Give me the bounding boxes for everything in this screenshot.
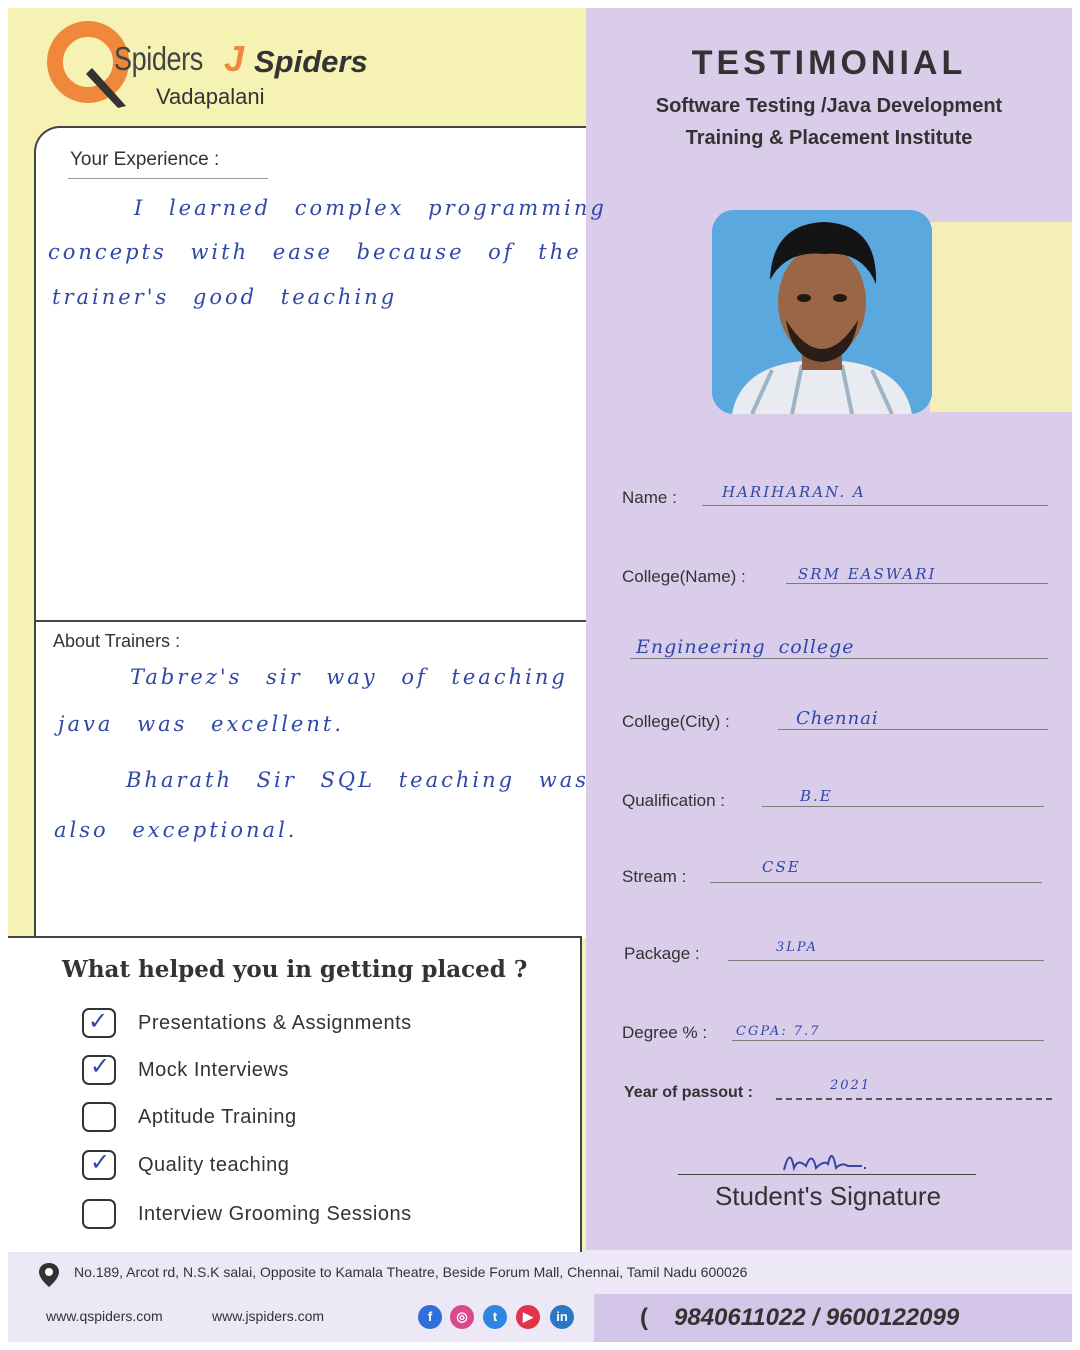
footer-address: No.189, Arcot rd, N.S.K salai, Opposite to Kamala Theatre, Beside Forum Mall, Chennai, Tamil Nadu 600026 (74, 1264, 748, 1280)
student-photo (712, 210, 932, 414)
qualification-line (762, 806, 1044, 807)
college-name-line (786, 583, 1048, 584)
degree-line (732, 1040, 1044, 1041)
name-label: Name : (622, 488, 677, 507)
name-value: HARIHARAN. A (722, 483, 866, 501)
photo-band (930, 222, 1072, 412)
facebook-icon[interactable]: f (418, 1305, 442, 1329)
option-label: Interview Grooming Sessions (138, 1203, 412, 1225)
subtitle-line-2: Training & Placement Institute (685, 127, 973, 149)
college-name-line-2 (630, 658, 1048, 659)
trainers-label: About Trainers : (53, 631, 181, 651)
college-city-line (778, 729, 1048, 730)
page-title: TESTIMONIAL (691, 44, 967, 82)
experience-line-3: trainer's good teaching (52, 285, 398, 309)
experience-line-2: concepts with ease because of the (48, 240, 582, 264)
qualification-value: B.E (800, 787, 833, 805)
brand-j-text: Spiders (254, 44, 368, 79)
experience-label-underline (68, 178, 268, 179)
checkbox[interactable] (82, 1102, 116, 1132)
year-label: Year of passout : (624, 1084, 753, 1101)
linkedin-icon[interactable]: in (550, 1305, 574, 1329)
location-name: Vadapalani (156, 84, 265, 109)
package-label: Package : (624, 944, 700, 963)
college-name-value: SRM EASWARI (798, 565, 937, 583)
website-qspiders-link[interactable]: www.qspiders.com (46, 1308, 163, 1324)
trainers-line-2: java was excellent. (58, 712, 344, 736)
phone-icon: ( (640, 1304, 648, 1331)
stream-label: Stream : (622, 867, 687, 886)
college-city-label: College(City) : (622, 712, 730, 731)
trainers-line-4: also exceptional. (54, 818, 298, 842)
year-value: 2021 (830, 1078, 872, 1093)
name-line (702, 505, 1048, 506)
degree-label: Degree % : (622, 1023, 708, 1042)
checkmark-icon: ✓ (90, 1149, 111, 1176)
brand-j-letter: J (224, 38, 245, 79)
degree-value: CGPA: 7.7 (736, 1024, 821, 1039)
right-panel-background (586, 8, 1072, 1250)
placement-help-title: What helped you in getting placed ? (62, 956, 528, 983)
qualification-label: Qualification : (622, 791, 725, 810)
checkbox[interactable] (82, 1199, 116, 1229)
youtube-icon[interactable]: ▶ (516, 1305, 540, 1329)
stream-value: CSE (762, 858, 801, 876)
student-signature-mark (776, 1140, 876, 1176)
option-label: Aptitude Training (138, 1106, 297, 1128)
college-city-value: Chennai (796, 708, 879, 729)
website-jspiders-link[interactable]: www.jspiders.com (212, 1308, 325, 1324)
signature-line (678, 1174, 976, 1175)
option-aptitude-training[interactable] (82, 1102, 532, 1136)
experience-line-1: I learned complex programming (134, 196, 607, 220)
phone-numbers[interactable]: 9840611022 / 9600122099 (674, 1304, 960, 1331)
college-name-label: College(Name) : (622, 567, 746, 586)
option-interview-grooming[interactable] (82, 1199, 532, 1233)
experience-label: Your Experience : (70, 149, 220, 170)
location-pin-icon (38, 1262, 60, 1293)
brand-q-text: Spiders (114, 40, 203, 77)
option-label: Mock Interviews (138, 1059, 289, 1081)
option-presentations[interactable] (82, 1008, 532, 1042)
college-name-value-2: Engineering college (636, 636, 855, 658)
trainers-line-1: Tabrez's sir way of teaching (130, 665, 568, 689)
package-value: 3LPA (776, 940, 818, 955)
stream-line (710, 882, 1042, 883)
trainers-line-3: Bharath Sir SQL teaching was (126, 768, 590, 792)
instagram-icon[interactable]: ◎ (450, 1305, 474, 1329)
option-label: Quality teaching (138, 1154, 290, 1176)
option-quality-teaching[interactable] (82, 1150, 532, 1184)
subtitle-line-1: Software Testing /Java Development (655, 95, 1003, 117)
option-label: Presentations & Assignments (138, 1012, 412, 1034)
checkmark-icon: ✓ (90, 1053, 111, 1080)
twitter-icon[interactable]: t (483, 1305, 507, 1329)
signature-label: Student's Signature (714, 1181, 942, 1211)
year-line (776, 1098, 1052, 1100)
option-mock-interviews[interactable] (82, 1055, 532, 1089)
package-line (728, 960, 1044, 961)
checkmark-icon: ✓ (88, 1008, 109, 1035)
